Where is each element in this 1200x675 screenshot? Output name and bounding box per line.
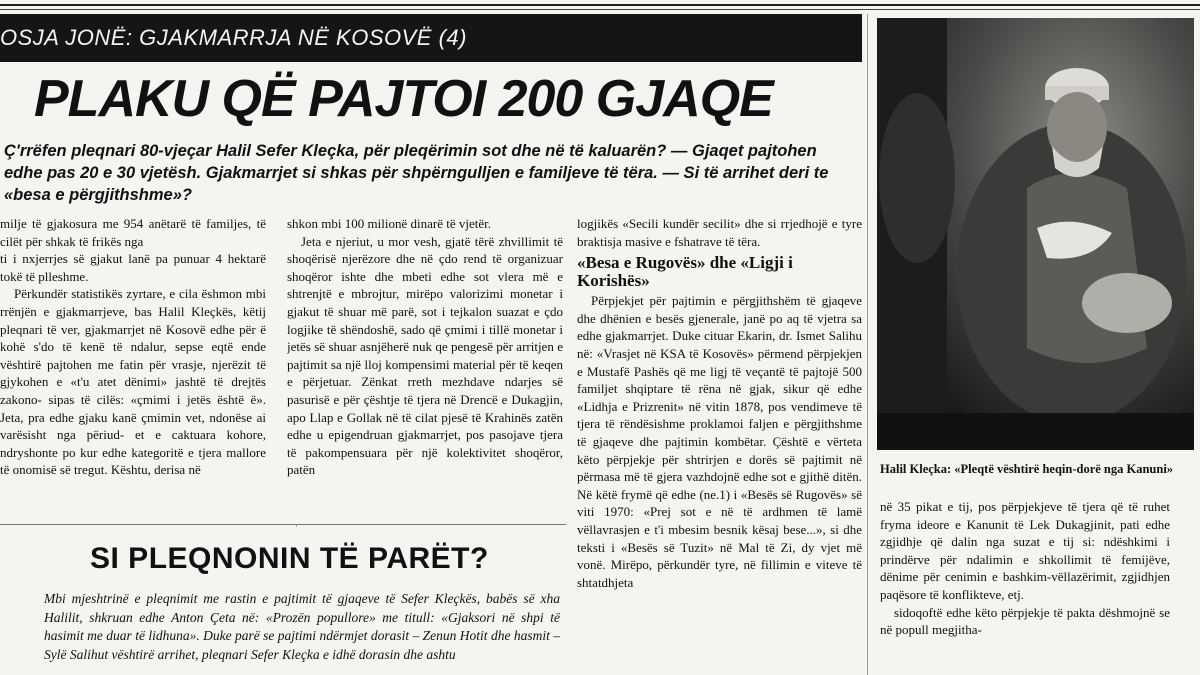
col2-para-1: shkon mbi 100 milionë dinarë të vjetër. [287, 216, 491, 231]
series-label: OSJA JONË: GJAKMARRJA NË KOSOVË (4) [0, 25, 467, 50]
column-rule [867, 14, 868, 675]
series-banner [0, 14, 862, 62]
box-separator [0, 524, 566, 525]
print-mark: · [295, 521, 298, 531]
column-1 [0, 215, 266, 515]
col4-para-2: sidoqoftë edhe këto përpjekje të pakta dëshmojnë se në popull megjitha- [880, 604, 1170, 638]
col3-intro: logjikës «Secili kundër secilit» dhe si rrjedhojë e tyre braktisja masive e fshatrave të tëra. [577, 216, 862, 249]
column-4 [880, 498, 1170, 675]
article-headline: PLAKU QË PAJTOI 200 GJAQE [34, 70, 773, 128]
col2-para-2: Jeta e njeriut, u mor vesh, gjatë tërë zhvillimit të shoqërisë njerëzore dhe në çdo rend të organizuar shoqëror ishte dhe mbeti edhe sot vlera më e shtrenjtë e mbrojtur, mirëpo valorizimi monetar i gjakut të shuar më parë, sot i tejkalon suazat e çdo logjike të shëndoshë, sado që çmimi i tillë monetar i jetës së shuar asnjëherë nuk qe pengesë për arritjen e pajtimit sa një lloj kompensimi material për të keqen e përjetuar. Zënkat rreth mezhdave ndarjes së pasurisë e për çështje të tjera në Drencë e Dukagjin, apo Llap e Gollak në të cilat pjesë të Krahinës zatën edhe u epigendruan gjakmarrjet, pos pasojave tjera të pakompensuara për një kolektivitet shoqëror, patën [287, 233, 563, 478]
col1-para-3: Përkundër statistikës zyrtare, e cila ëshmon mbi rrënjën e gjakmarrjeve, bas Halil Kleçkës, këtij pleqnari të ver, gjakmarrjet në Kosovë edhe për ë kohë s'do të kenë të ndalur, sepse eqtë ende vështirë pajtohen me fatin për vrasje, njerëzit të gjykohen e «t'u atet dënimi» jashtë të drejtës zakono- sipas të cilës: «çmimi i jetës është ë». Jeta, pra edhe gjaku kanë çmimin vet, ndonëse ai varësisht nga përiud- et e caktuara kohore, ndryshonte po kur edhe kategoritë e tjera mallore të onomisë së tregut. Kështu, derisa në [0, 286, 266, 478]
photo-caption: Halil Kleçka: «Pleqtë vështirë heqin-dorë nga Kanuni» [880, 462, 1174, 476]
col1-para-2: ti i nxjerrjes së gjakut lanë pa punuar 4 hektarë tokë të plleshme. [0, 251, 266, 284]
top-rule [0, 4, 1200, 6]
col1-para-1: milje të gjakosura me 954 anëtarë të familjes, të cilët për shkak të frikës nga [0, 216, 266, 249]
box-heading: SI PLEQNONIN TË PARËT? [90, 542, 489, 575]
column-3 [577, 215, 862, 675]
article-deck: Ç'rrëfen pleqnari 80-vjeçar Halil Sefer Kleçka, për pleqërimin sot dhe në të kaluarën? — Gjaqet pajtohen edhe pas 20 e 30 vjetësh. Gjakmarrjet si shkas për shpërngulljen e familjeve të tëra. — Si të arrihet deri te «besa e përgjithshme»? [4, 142, 829, 204]
top-rule-thin [0, 9, 1200, 10]
box-body: Mbi mjeshtrinë e pleqnimit me rastin e pajtimit të gjaqeve të Sefer Kleçkës, babës së xha Halilit, shkruan edhe Anton Çeta në: «Prozën popullore» me titull: «Gjaksori në shpi të hasimit me duar të lidhuna». Duke parë se pajtimi ndërmjet dorasit – Zenun Hotit dhe hasmit – Sylë Salihut vështirë arrihet, pleqnari Sefer Kleçka e idhë dorasin dhe ashtu [44, 591, 560, 662]
portrait-photo [877, 18, 1194, 450]
column-2 [287, 215, 563, 515]
col4-para-1: në 35 pikat e tij, pos përpjekjeve të tjera që të ruhet fryma ideore e Kanunit të Lek Dukagjinit, pati edhe zgjidhje që dalin nga suzat e tij si: ndëshkimi i prindërve për ndalimin e shkollimit të femijëve, dënime për cenimin e bashkim-vëllazërimit, zgjidhjen paqësore të konflikteve, etj. [880, 499, 1170, 602]
col3-subheading: «Besa e Rugovës» dhe «Ligji i Korishës» [577, 253, 793, 291]
col3-body: Përpjekjet për pajtimin e përgjithshëm të gjaqeve dhe dhënien e besës gjenerale, janë po aq të vjetra sa edhe gjakmarrjet. Duke cituar Ekarin, dr. Ismet Salihu në: «Vrasjet në KSA të Kosovës» përmend përpjekjen e Mustafë Pashës që me ligj të veçantë të pajtojë 500 familjet shqiptare të rëna në gjak, sikur që edhe «Lidhja e Prizrenit» në vitin 1878, pos vendimeve të tjera të rëndësishme proklamoi faljen e përgjithshme të gjaqeve dhe pajtimin kombëtar. Çështë e vërteta këto përpjekje për shtrirjen e dorës së pajtimit në përmasa më të gjera vazhdojnë edhe sot e gjithë ditën. Në këtë frymë që edhe (ne.1) i «Besës së Rugovës» së viti 1970: «Prej sot e në të ardhmen të lamë vëllavrasjen e t'i mbesim besnik kësaj bese...», si dhe teksti i «Besës së Tuzit» në Mal të Zi, dy vjet më vonë. Mirëpo, përkundër tyre, në fillimin e viteve të shtatdhjeta [577, 293, 862, 590]
